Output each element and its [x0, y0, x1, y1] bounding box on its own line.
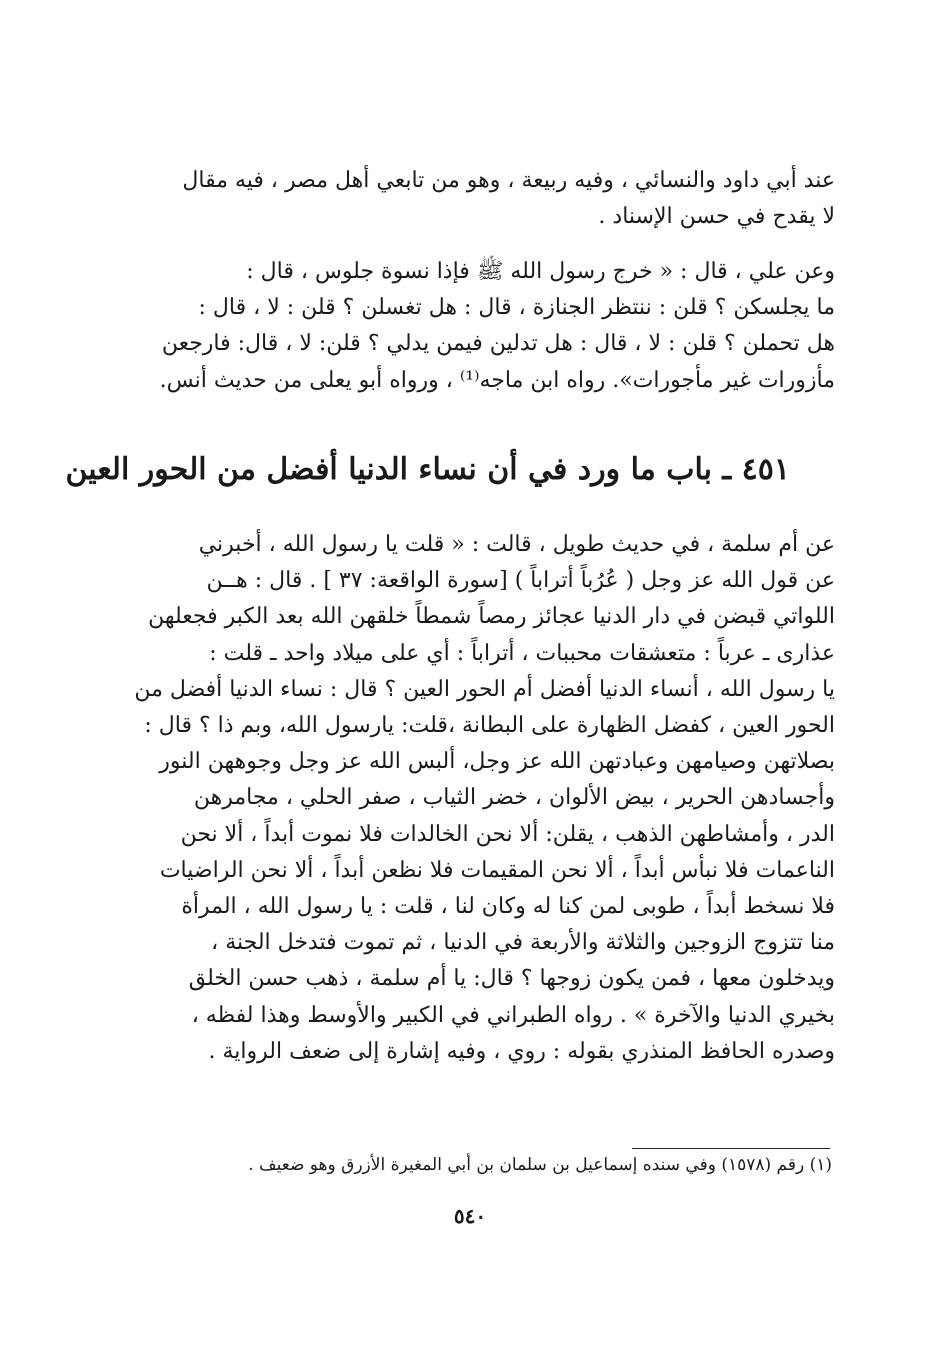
text-line: مأزورات غير مأجورات». رواه ابن ماجه⁽¹⁾ ، ورواه أبو يعلى من حديث أنس.	[159, 367, 835, 393]
text-line: عذارى ـ عرباً : متعشقات محببات ، أتراباً : أي على ميلاد واحد ـ قلت :	[209, 640, 835, 666]
text-line: هل تحملن ؟ قلن : لا ، قال : هل تدلين فيمن يدلي ؟ قلن: لا ، قال: فارجعن	[161, 331, 835, 357]
text-line: ويدخلون معها ، فمن يكون زوجها ؟ قال: يا أم سلمة ، ذهب حسن الخلق	[188, 966, 835, 992]
text-line: فلا نسخط أبداً ، طوبى لمن كنا له وكان لنا ، قلت : يا رسول الله ، المرأة	[181, 894, 835, 920]
text-line: يا رسول الله ، أنساء الدنيا أفضل أم الحور العين ؟ قال : نساء الدنيا أفضل من	[134, 676, 835, 702]
text-line: ما يجلسكن ؟ قلن : ننتظر الجنازة ، قال : هل تغسلن ؟ قلن : لا ، قال :	[198, 295, 835, 321]
text-line: وعن علي ، قال : « خرج رسول الله ﷺ فإذا نسوة جلوس ، قال :	[246, 259, 835, 284]
text-line: اللواتي قبضن في دار الدنيا عجائز رمصاً شمطاً خلقهن الله بعد الكبر فجعلهن	[148, 604, 835, 630]
text-line: بخيري الدنيا والآخرة » . رواه الطبراني في الكبير والأوسط وهذا لفظه ،	[191, 1002, 835, 1028]
text-line: الناعمات فلا نبأس أبداً ، ألا نحن المقيمات فلا نظعن أبداً ، ألا نحن الراضيات	[159, 857, 835, 883]
footnote: (١) رقم (١٥٧٨) وفي سنده إسماعيل بن سلمان بن أبي المغيرة الأزرق وهو ضعيف .	[248, 1155, 832, 1175]
paragraph-2	[130, 254, 835, 399]
text-line: عند أبي داود والنسائي ، وفيه ربيعة ، وهو من تابعي أهل مصر ، فيه مقال	[182, 168, 835, 193]
text-line: الحور العين ، كفضل الظهارة على البطانة ،قلت: يارسول الله، وبم ذا ؟ قال :	[144, 713, 835, 739]
text-line: الدر ، وأمشاطهن الذهب ، يقلن: ألا نحن الخالدات فلا نموت أبداً ، ألا نحن	[180, 821, 835, 847]
text-line: عن قول الله عز وجل ( عُرُباً أتراباً ) [سورة الواقعة: ٣٧ ] . قال : هــن	[206, 568, 835, 594]
text-line: وأجسادهن الحرير ، بيض الألوان ، خضر الثياب ، صفر الحلي ، مجامرهن	[193, 785, 835, 811]
paragraph-1	[130, 163, 835, 235]
footnote-divider	[632, 1148, 830, 1149]
page-number: ٥٤٠	[453, 1204, 487, 1228]
chapter-heading: ٤٥١ ـ باب ما ورد في أن نساء الدنيا أفضل من الحور العين	[65, 452, 790, 487]
paragraph-3	[130, 527, 835, 1070]
text-line: وصدره الحافظ المنذري بقوله : روي ، وفيه إشارة إلى ضعف الرواية .	[208, 1038, 835, 1064]
text-line: منا تتزوج الزوجين والثلاثة والأربعة في الدنيا ، ثم تموت فتدخل الجنة ،	[211, 930, 835, 956]
text-line: لا يقدح في حسن الإسناد .	[598, 204, 835, 230]
text-line: عن أم سلمة ، في حديث طويل ، قالت : « قلت يا رسول الله ، أخبرني	[198, 532, 835, 557]
text-line: بصلاتهن وصيامهن وعبادتهن الله عز وجل، ألبس الله عز وجل وجوههن النور	[159, 749, 835, 775]
